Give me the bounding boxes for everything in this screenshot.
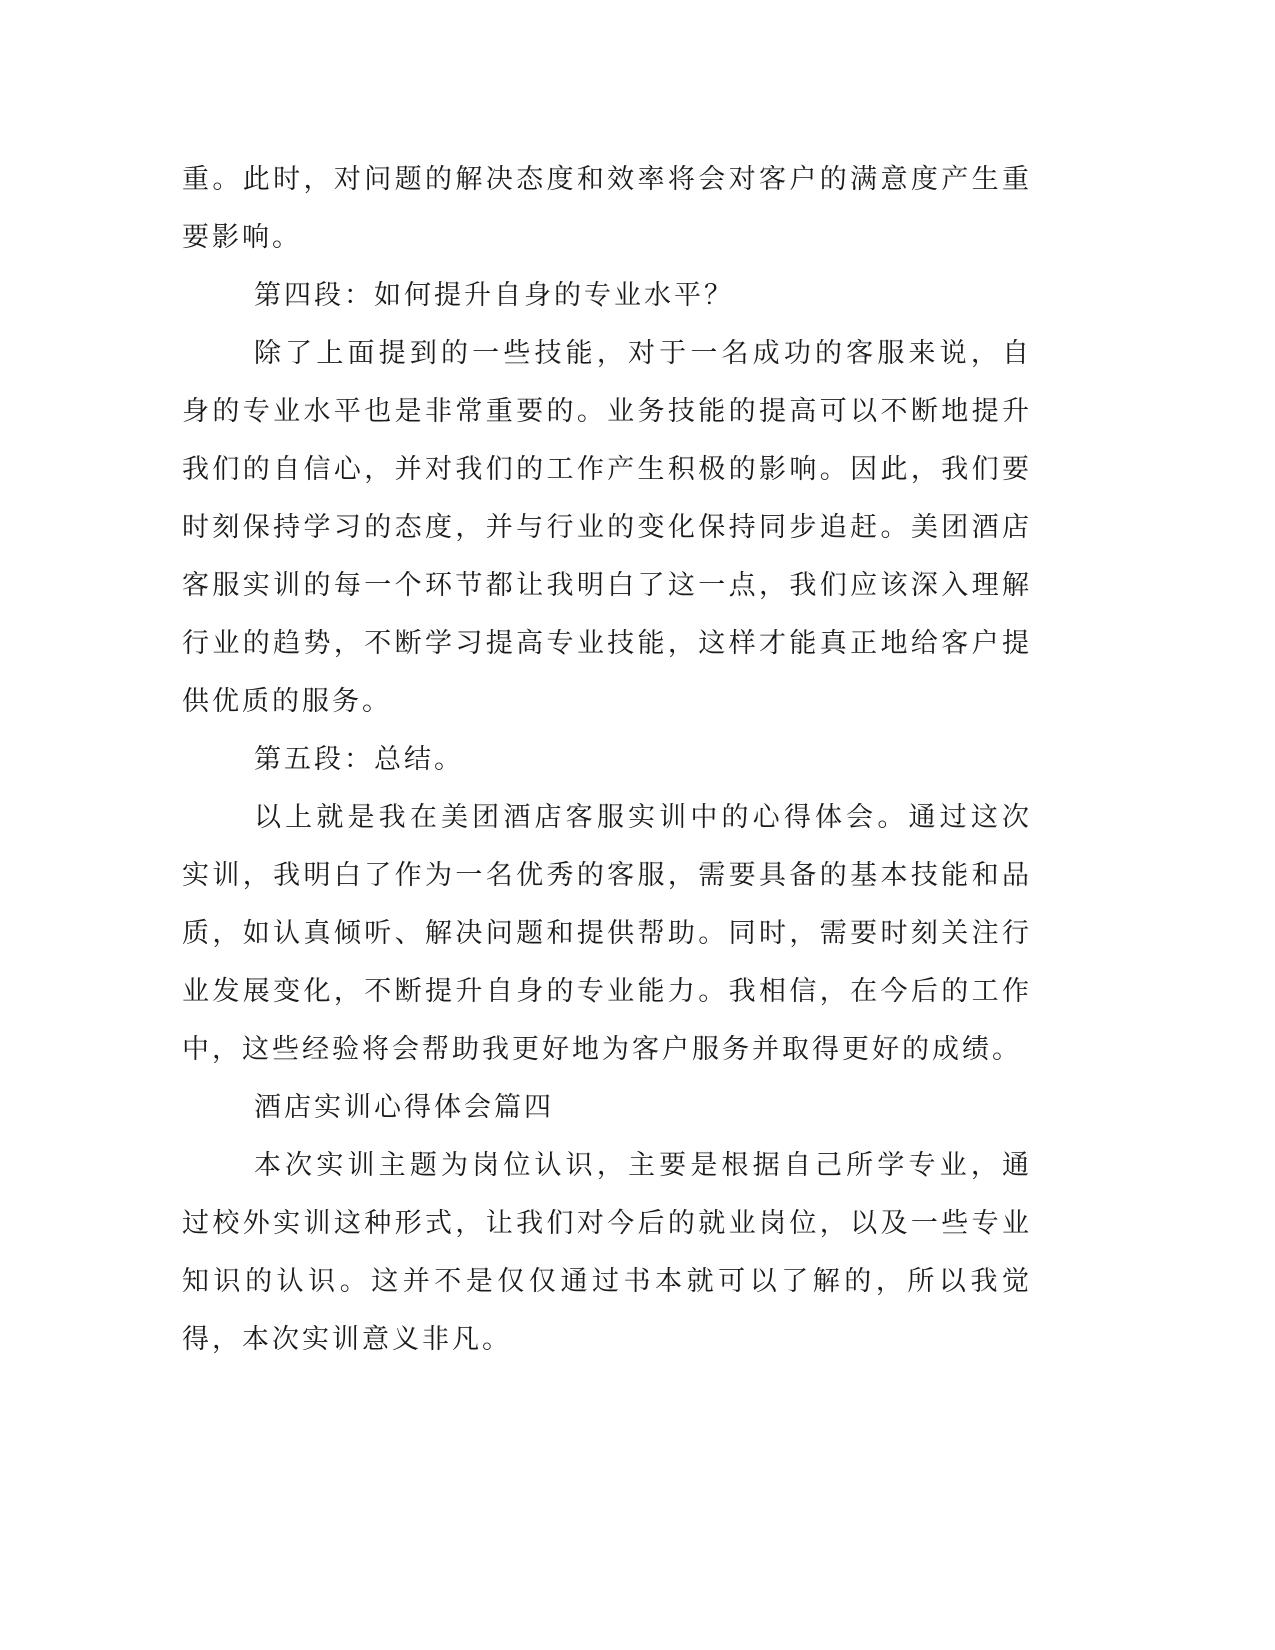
section-heading-5: 第五段：总结。	[254, 744, 464, 775]
paragraph-training-theme: 本次实训主题为岗位认识，主要是根据自己所学专业，通过校外实训这种形式，让我们对今后的就业岗位，以及一些专业知识的认识。这并不是仅仅通过书本就可以了解的，所以我觉得，本次实训意义非凡。	[182, 1150, 1032, 1355]
paragraph-summary: 以上就是我在美团酒店客服实训中的心得体会。通过这次实训，我明白了作为一名优秀的客服，需要具备的基本技能和品质，如认真倾听、解决问题和提供帮助。同时，需要时刻关注行业发展变化，不断提升自身的专业能力。我相信，在今后的工作中，这些经验将会帮助我更好地为客户服务并取得更好的成绩。	[182, 802, 1032, 1065]
paragraph-continuation: 重。此时，对问题的解决态度和效率将会对客户的满意度产生重要影响。	[182, 164, 1032, 253]
document-body	[182, 151, 1032, 1369]
paragraph-professional-level: 除了上面提到的一些技能，对于一名成功的客服来说，自身的专业水平也是非常重要的。业务技能的提高可以不断地提升我们的自信心，并对我们的工作产生积极的影响。因此，我们要时刻保持学习的态度，并与行业的变化保持同步追赶。美团酒店客服实训的每一个环节都让我明白了这一点，我们应该深入理解行业的趋势，不断学习提高专业技能，这样才能真正地给客户提供优质的服务。	[182, 338, 1032, 717]
section-heading-4: 第四段：如何提升自身的专业水平？	[254, 280, 734, 311]
article-title-part-4: 酒店实训心得体会篇四	[254, 1092, 554, 1123]
